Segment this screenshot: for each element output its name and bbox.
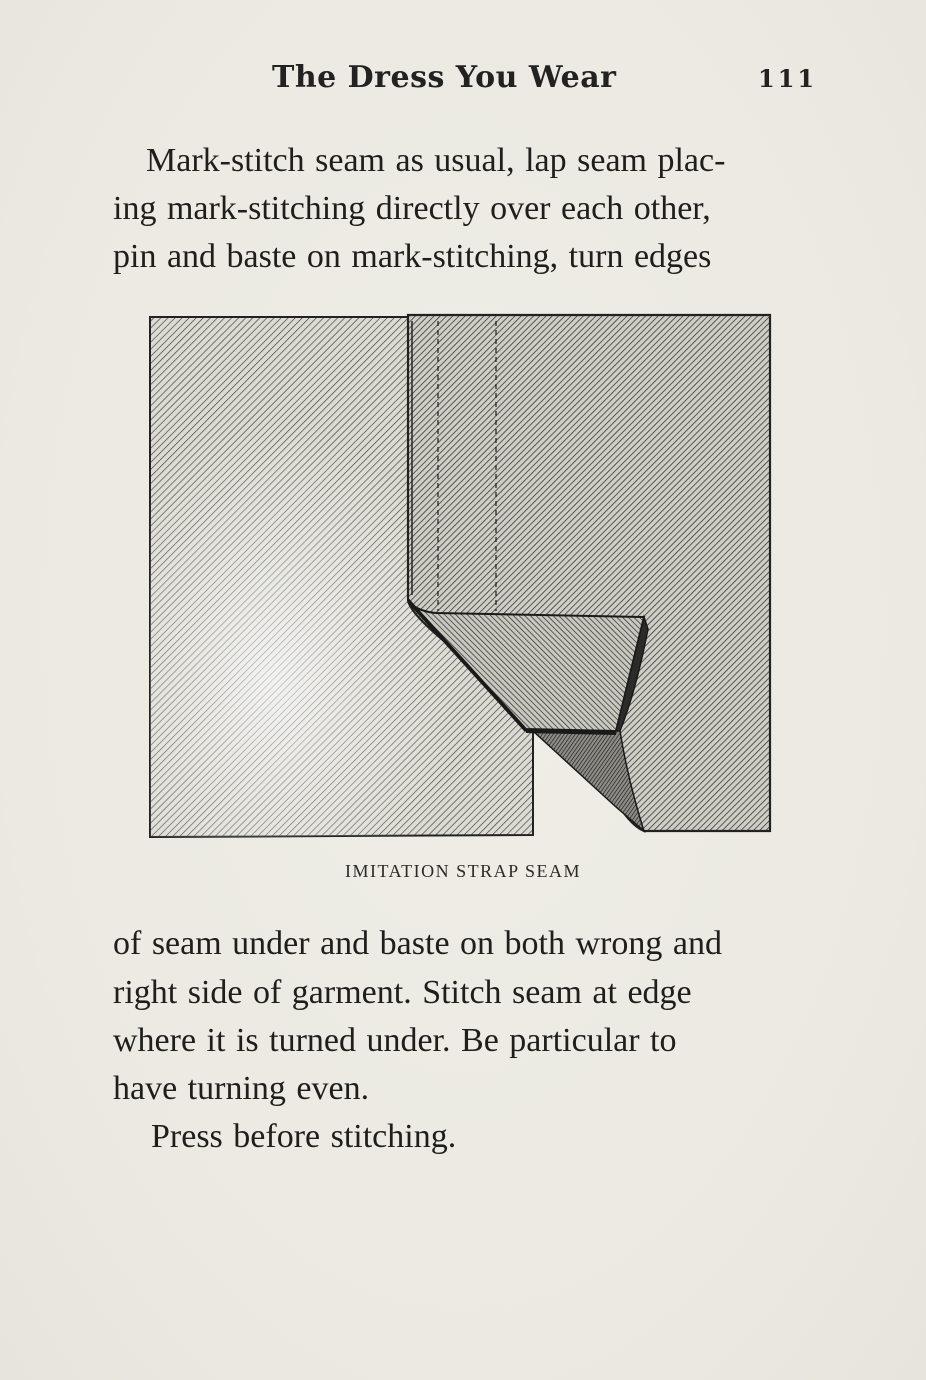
text-line: ing mark-stitching directly over each other, xyxy=(113,190,711,227)
text-line: Mark-stitch seam as usual, lap seam plac- xyxy=(146,142,726,179)
seam-illustration xyxy=(146,311,774,841)
page-number: 111 xyxy=(758,64,818,93)
text-line: Press before stitching. xyxy=(151,1118,457,1155)
running-head-title: The Dress You Wear xyxy=(272,60,617,95)
figure-caption: IMITATION STRAP SEAM xyxy=(345,861,581,881)
text-line: have turning even. xyxy=(113,1070,370,1107)
text-line: where it is turned under. Be particular to xyxy=(113,1022,677,1059)
text-line: right side of garment. Stitch seam at edge xyxy=(113,974,692,1011)
text-line: of seam under and baste on both wrong and xyxy=(113,925,722,962)
text-line: pin and baste on mark-stitching, turn edges xyxy=(113,238,712,275)
